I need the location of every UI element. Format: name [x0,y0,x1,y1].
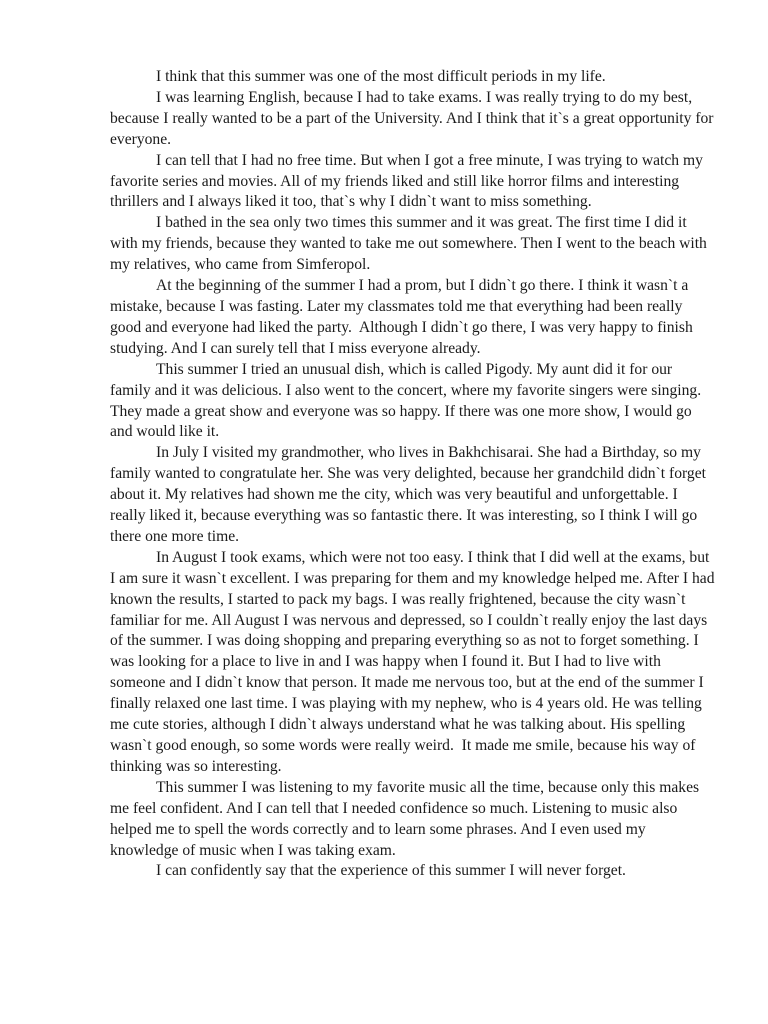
paragraph-1: I think that this summer was one of the most difficult periods in my life. [156,68,606,85]
paragraph-4: I bathed in the sea only two times this summer and it was great. The first time I did it with my friends, because they wanted to take me out somewhere. Then I went to the beach with my relatives, who came from Simferopol. [110,214,711,274]
paragraph-3: I can tell that I had no free time. But when I got a free minute, I was trying to watch my favorite series and movies. All of my friends liked and still like horror films and interesting thrillers and I always liked it too, that`s why I didn`t want to miss something. [110,151,707,211]
paragraph-9: This summer I was listening to my favorite music all the time, because only this makes me feel confident. And I can tell that I needed confidence so much. Listening to music also helped me to spell the words correctly and to learn some phrases. And I even used my knowledge of music when I was taking exam. [110,778,703,859]
paragraph-8: In August I took exams, which were not too easy. I think that I did well at the exams, but I am sure it wasn`t excellent. I was preparing for them and my knowledge helped me. After I had known the results, I started to pack my bags. I was really frightened, because the city wasn`t familiar for me. All August I was nervous and depressed, so I couldn`t really enjoy the last days of the summer. I was doing shopping and preparing everything so as not to forget something. I was looking for a place to live in and I was happy when I found it. But I had to live with someone and I didn`t know that person. It made me nervous too, but at the end of the summer I finally relaxed one last time. I was playing with my nephew, who is 4 years old. He was telling me cute stories, although I didn`t always understand what he was talking about. His spelling wasn`t good enough, so some words were really weird. It made me smile, because his way of thinking was so interesting. [110,548,719,775]
paragraph-10: I can confidently say that the experience of this summer I will never forget. [156,862,626,880]
paragraph-7: In July I visited my grandmother, who lives in Bakhchisarai. She had a Birthday, so my family wanted to congratulate her. She was very delighted, because her grandchild didn`t forget about it. My relatives had shown me the city, which was very beautiful and unforgettable. I really liked it, because everything was so fantastic there. It was interesting, so I think I will go there one more time. [110,444,710,545]
essay-body [110,67,719,882]
paragraph-2: I was learning English, because I had to take exams. I was really trying to do my best, because I really wanted to be a part of the University. And I think that it`s a great opportunity for everyone. [110,88,718,148]
paragraph-6: This summer I tried an unusual dish, which is called Pigody. My aunt did it for our family and it was delicious. I also went to the concert, where my favorite singers were singing. They made a great show and everyone was so happy. If there was one more show, I would go and would like it. [110,360,705,441]
paragraph-5: At the beginning of the summer I had a prom, but I didn`t go there. I think it wasn`t a mistake, because I was fasting. Later my classmates told me that everything had been really good and everyone had liked the party. Although I didn`t go there, I was very happy to finish studying. And I can surely tell that I miss everyone already. [110,277,697,357]
